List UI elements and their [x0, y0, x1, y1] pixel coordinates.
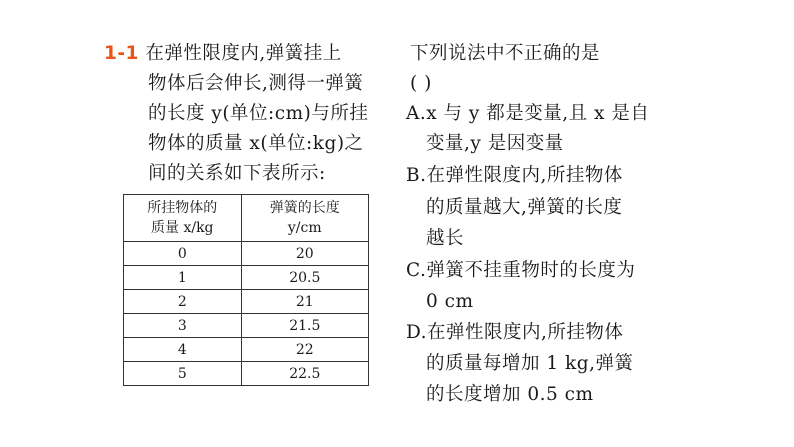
- table-cell-length: 22.5: [241, 362, 368, 386]
- header-mass-line-1: 所挂物体的: [147, 200, 218, 216]
- option-b-line-3: 越长: [426, 228, 465, 249]
- header-mass-line-2: 质量 x/kg: [151, 220, 214, 236]
- table-cell-length: 21: [241, 290, 368, 314]
- table-row: [124, 338, 369, 362]
- header-mass: [124, 195, 242, 242]
- table-cell-mass: 0: [124, 242, 242, 266]
- table-cell-mass: 5: [124, 362, 242, 386]
- question-stem-line-3: 的长度 y(单位:cm)与所挂: [148, 103, 369, 124]
- option-a-line-1: A.x 与 y 都是变量,且 x 是自: [406, 103, 650, 124]
- option-b-line-1: B.在弹性限度内,所挂物体: [406, 165, 623, 186]
- table-row: [124, 314, 369, 338]
- prompt-line-1: 下列说法中不正确的是: [410, 43, 601, 64]
- question-stem-line-2: 物体后会伸长,测得一弹簧: [148, 73, 364, 94]
- table-cell-mass: 4: [124, 338, 242, 362]
- table-cell-length: 20.5: [241, 266, 368, 290]
- table-header-row: [124, 195, 369, 242]
- option-d-line-3: 的长度增加 0.5 cm: [426, 384, 594, 405]
- header-length-line-2: y/cm: [287, 220, 322, 236]
- table-cell-length: 20: [241, 242, 368, 266]
- header-length-line-1: 弹簧的长度: [269, 200, 340, 216]
- table-row: [124, 362, 369, 386]
- answer-blank: ( ): [410, 73, 432, 94]
- table-row: [124, 290, 369, 314]
- question-number: 1-1: [104, 43, 139, 64]
- question-stem-line-1: [104, 41, 342, 67]
- option-c-line-2: 0 cm: [426, 291, 474, 312]
- table-cell-length: 22: [241, 338, 368, 362]
- data-table: [123, 194, 369, 386]
- table-cell-length: 21.5: [241, 314, 368, 338]
- stem-text-1: 在弹性限度内,弹簧挂上: [145, 43, 342, 64]
- option-c-line-1: C.弹簧不挂重物时的长度为: [406, 260, 636, 281]
- question-stem-line-4: 物体的质量 x(单位:kg)之: [148, 133, 364, 154]
- table-row: [124, 266, 369, 290]
- option-d-line-2: 的质量每增加 1 kg,弹簧: [426, 353, 634, 374]
- option-d-line-1: D.在弹性限度内,所挂物体: [406, 322, 624, 343]
- table-cell-mass: 2: [124, 290, 242, 314]
- option-b-line-2: 的质量越大,弹簧的长度: [426, 197, 623, 218]
- table-row: [124, 242, 369, 266]
- header-length: [241, 195, 368, 242]
- table-cell-mass: 1: [124, 266, 242, 290]
- table-cell-mass: 3: [124, 314, 242, 338]
- question-stem-line-5: 间的关系如下表所示:: [148, 163, 326, 184]
- option-a-line-2: 变量,y 是因变量: [426, 133, 564, 154]
